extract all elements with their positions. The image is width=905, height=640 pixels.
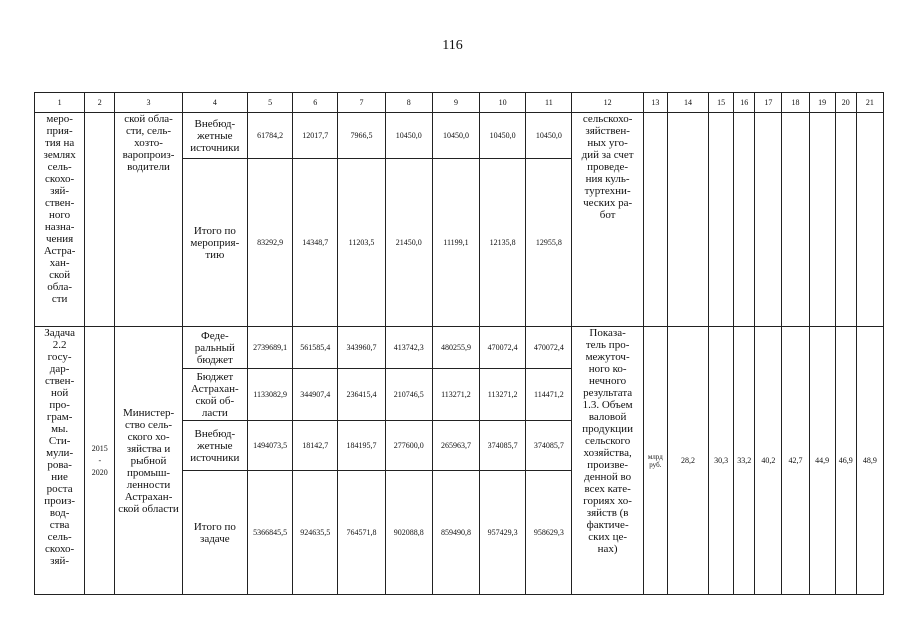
executor-name: ской обла- сти, сель- хозто- варопроиз- водители [115,113,182,327]
value-cell: 1133082,9 [247,369,292,421]
col-header: 5 [247,93,292,113]
value-cell: 113271,2 [480,369,526,421]
col-header: 2 [85,93,115,113]
col-header: 15 [709,93,734,113]
program-table [34,92,884,595]
value-cell: 470072,4 [480,327,526,369]
value-cell: 10450,0 [480,113,526,159]
col-header: 7 [338,93,385,113]
funding-source: Феде- ральный бюджет [182,327,247,369]
value-cell: 958629,3 [526,471,572,595]
value-cell: 924635,5 [293,471,338,595]
page-number: 116 [442,38,463,53]
indicator-cell [835,113,856,327]
table-row [35,113,884,159]
col-header: 21 [856,93,883,113]
value-cell: 561585,4 [293,327,338,369]
indicator-value: 48,9 [856,327,883,595]
funding-source: Итого по задаче [182,471,247,595]
col-header: 20 [835,93,856,113]
indicator-cell [856,113,883,327]
value-cell: 7966,5 [338,113,385,159]
activity-name: меро- прия- тия на землях сель- скохо- зяй- ствен- ного назна- чения Астра- хан- ской обла- сти [35,113,85,327]
indicator-description: сельскохо- зяйствен- ных уго- дий за счет проведе- ния куль- туртехни- ческих ра- бот [572,113,643,327]
value-cell: 11203,5 [338,159,385,327]
value-cell: 114471,2 [526,369,572,421]
value-cell: 265963,7 [432,421,479,471]
value-cell: 343960,7 [338,327,385,369]
value-cell: 344907,4 [293,369,338,421]
value-cell: 374085,7 [526,421,572,471]
value-cell: 470072,4 [526,327,572,369]
funding-source: Внебюд- жетные источники [182,421,247,471]
value-cell: 113271,2 [432,369,479,421]
value-cell: 11199,1 [432,159,479,327]
col-header: 10 [480,93,526,113]
col-header: 19 [809,93,835,113]
value-cell: 10450,0 [432,113,479,159]
period-cell [85,113,115,327]
col-header: 8 [385,93,432,113]
value-cell: 18142,7 [293,421,338,471]
indicator-cell [782,113,809,327]
indicator-cell [667,113,708,327]
value-cell: 184195,7 [338,421,385,471]
indicator-cell [809,113,835,327]
value-cell: 236415,4 [338,369,385,421]
col-header: 6 [293,93,338,113]
col-header: 14 [667,93,708,113]
executor-name: Министер- ство сель- ского хо- зяйства и рыбной промыш- ленности Астрахан- ской области [115,327,182,595]
value-cell: 14348,7 [293,159,338,327]
indicator-description: Показа- тель про- межуточ- ного ко- нечного результата 1.3. Объем валовой продукции сельского хозяйства, произве- денной во всех кате- гориях хо- зяйств (в фактиче- ских це- нах) [572,327,643,595]
col-header: 3 [115,93,182,113]
col-header: 4 [182,93,247,113]
column-number-row [35,93,884,113]
value-cell: 10450,0 [526,113,572,159]
value-cell: 5366845,5 [247,471,292,595]
value-cell: 61784,2 [247,113,292,159]
value-cell: 83292,9 [247,159,292,327]
indicator-value: 40,2 [755,327,782,595]
table-row [35,327,884,369]
period-cell: 2015 - 2020 [85,327,115,595]
indicator-cell [709,113,734,327]
indicator-value: 42,7 [782,327,809,595]
value-cell: 764571,8 [338,471,385,595]
col-header: 13 [643,93,667,113]
value-cell: 859490,8 [432,471,479,595]
funding-source: Итого по мероприя- тию [182,159,247,327]
indicator-value: 33,2 [734,327,755,595]
funding-source: Внебюд- жетные источники [182,113,247,159]
col-header: 16 [734,93,755,113]
value-cell: 413742,3 [385,327,432,369]
value-cell: 957429,3 [480,471,526,595]
funding-source: Бюджет Астрахан- ской об- ласти [182,369,247,421]
task-name: Задача 2.2 госу- дар- ствен- ной про- грам- мы. Сти- мули- рова- ние роста произ- вод- ства сель- скохо- зяй- [35,327,85,595]
col-header: 11 [526,93,572,113]
value-cell: 277600,0 [385,421,432,471]
value-cell: 374085,7 [480,421,526,471]
value-cell: 12955,8 [526,159,572,327]
indicator-value: 30,3 [709,327,734,595]
value-cell: 10450,0 [385,113,432,159]
unit-cell: млрд руб. [643,327,667,595]
value-cell: 1494073,5 [247,421,292,471]
col-header: 18 [782,93,809,113]
value-cell: 2739689,1 [247,327,292,369]
indicator-value: 28,2 [667,327,708,595]
col-header: 12 [572,93,643,113]
value-cell: 12135,8 [480,159,526,327]
value-cell: 21450,0 [385,159,432,327]
value-cell: 480255,9 [432,327,479,369]
value-cell: 12017,7 [293,113,338,159]
indicator-cell [755,113,782,327]
col-header: 9 [432,93,479,113]
value-cell: 210746,5 [385,369,432,421]
unit-cell [643,113,667,327]
indicator-value: 44,9 [809,327,835,595]
indicator-cell [734,113,755,327]
value-cell: 902088,8 [385,471,432,595]
col-header: 17 [755,93,782,113]
col-header: 1 [35,93,85,113]
indicator-value: 46,9 [835,327,856,595]
